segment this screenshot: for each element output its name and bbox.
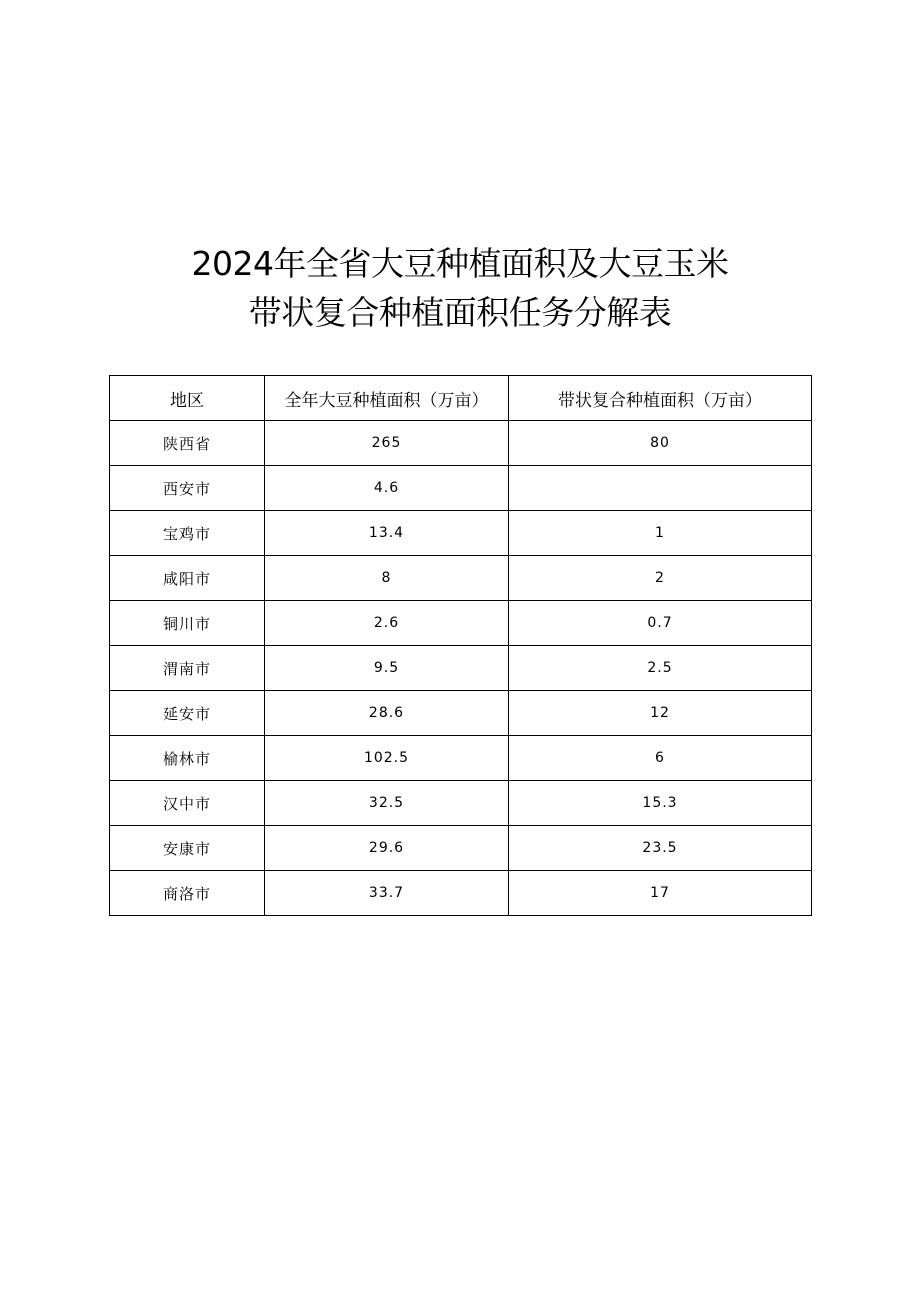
region-cell: 榆林市 [110,736,265,781]
region-cell: 安康市 [110,826,265,871]
strip-area-cell: 12 [509,691,812,736]
strip-area-cell: 23.5 [509,826,812,871]
table-header-row [110,376,812,421]
soybean-area-cell: 102.5 [265,736,509,781]
region-cell: 汉中市 [110,781,265,826]
table-row [110,781,812,826]
document-title-line-2: 带状复合种植面积任务分解表 [248,293,672,332]
soybean-area-cell: 2.6 [265,601,509,646]
region-cell: 陕西省 [110,421,265,466]
strip-area-cell: 2.5 [509,646,812,691]
soybean-area-cell: 8 [265,556,509,601]
column-header-soybean-area: 全年大豆种植面积（万亩） [265,376,509,421]
document-title-line-1: 2024年全省大豆种植面积及大豆玉米 [191,244,729,283]
strip-area-cell: 6 [509,736,812,781]
region-cell: 延安市 [110,691,265,736]
table-row [110,646,812,691]
region-cell: 宝鸡市 [110,511,265,556]
table-row [110,826,812,871]
strip-area-cell: 1 [509,511,812,556]
task-allocation-table [109,375,812,916]
soybean-area-cell: 4.6 [265,466,509,511]
table-row [110,466,812,511]
strip-area-cell: 17 [509,871,812,916]
region-cell: 咸阳市 [110,556,265,601]
strip-area-cell: 2 [509,556,812,601]
table-row [110,871,812,916]
table-row [110,556,812,601]
soybean-area-cell: 9.5 [265,646,509,691]
column-header-region: 地区 [110,376,265,421]
region-cell: 西安市 [110,466,265,511]
soybean-area-cell: 33.7 [265,871,509,916]
soybean-area-cell: 28.6 [265,691,509,736]
table-row [110,691,812,736]
column-header-strip-area: 带状复合种植面积（万亩） [509,376,812,421]
soybean-area-cell: 32.5 [265,781,509,826]
region-cell: 渭南市 [110,646,265,691]
table-row [110,511,812,556]
strip-area-cell: 0.7 [509,601,812,646]
table-row [110,601,812,646]
strip-area-cell: 80 [509,421,812,466]
region-cell: 铜川市 [110,601,265,646]
soybean-area-cell: 29.6 [265,826,509,871]
table-row [110,736,812,781]
region-cell: 商洛市 [110,871,265,916]
table-row [110,421,812,466]
strip-area-cell: 15.3 [509,781,812,826]
soybean-area-cell: 13.4 [265,511,509,556]
soybean-area-cell: 265 [265,421,509,466]
strip-area-cell [509,466,812,511]
